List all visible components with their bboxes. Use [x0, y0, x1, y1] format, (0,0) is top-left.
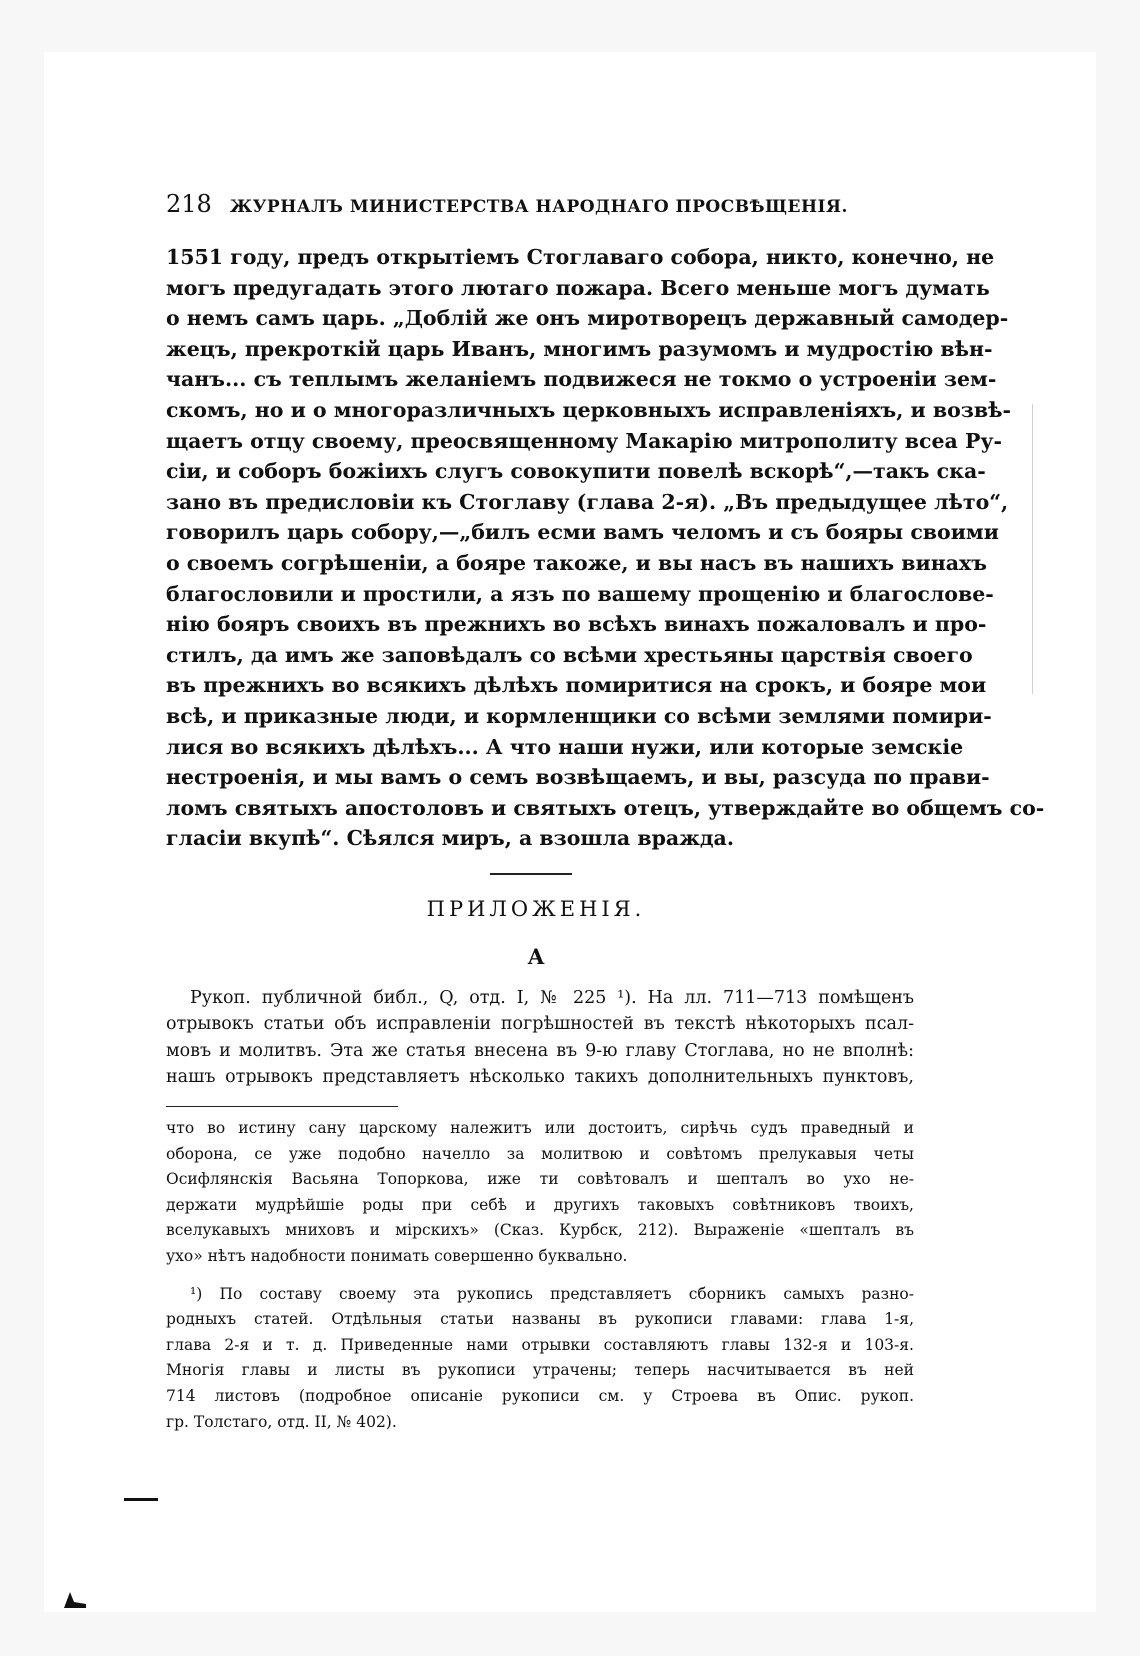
text-line: говорилъ царь собору,—„билъ есми вамъ челомъ и съ бояры своими — [166, 520, 999, 545]
footnote-line: гр. Толстаго, отд. II, № 402). — [166, 1412, 397, 1431]
text-line: чанъ... съ теплымъ желаніемъ подвижеся не токмо о устроеніи зем- — [166, 367, 997, 392]
text-line: Рукоп. публичной библ., Q, отд. I, № 225 ¹). На лл. 711—713 помѣщенъ — [190, 988, 914, 1008]
footnote-line: Осифлянскія Васьяна Топоркова, иже ти совѣтовалъ и шепталъ во ухо не- — [166, 1170, 914, 1189]
footnote-line: глава 2-я и т. д. Приведенные нами отрывки составляютъ главы 132-я и 103-я. — [166, 1335, 914, 1354]
appendix-heading: ПРИЛОЖЕНІЯ. — [426, 897, 646, 921]
text-line: отрывокъ статьи объ исправленіи погрѣшностей въ текстѣ нѣкоторыхъ псал- — [166, 1014, 914, 1035]
scan-edge-line — [1032, 404, 1033, 694]
text-line: въ прежнихъ во всякихъ дѣлѣхъ помиритися на срокъ, и бояре мои — [166, 673, 987, 698]
footnote-line: держати мудрѣйшіе роды при себѣ и другихъ таковыхъ совѣтниковъ твоихъ, — [166, 1195, 914, 1214]
text-line: щаетъ отцу своему, преосвященному Макарію митрополиту всеа Ру- — [166, 428, 1002, 453]
text-line: жецъ, прекроткій царь Иванъ, многимъ разумомъ и мудростію вѣн- — [166, 336, 993, 361]
printer-mark-dash — [124, 1498, 158, 1501]
printer-mark-icon — [62, 1588, 88, 1610]
footnote-line: оборона, се уже подобно начелло за молитвою и совѣтомъ прелукавыя четы — [166, 1144, 914, 1163]
footnote-line: родныхъ статей. Отдѣльныя статьи названы въ рукописи главами: глава 1-я, — [166, 1310, 914, 1329]
main-paragraph — [166, 242, 1045, 854]
appendix-paragraph — [166, 985, 914, 1090]
text-line: о немъ самъ царь. „Доблій же онъ миротворецъ державный самодер- — [166, 306, 1009, 331]
footnote-line: 714 листовъ (подробное описаніе рукописи см. у Строева въ Опис. рукоп. — [166, 1386, 914, 1405]
text-line: стилъ, да имъ же заповѣдалъ со всѣми хрестьяны царствія своего — [166, 642, 973, 667]
footnote-1 — [166, 1282, 914, 1436]
page-number: 218 — [166, 190, 212, 218]
text-line: о своемъ согрѣшеніи, а бояре такоже, и вы насъ въ нашихъ винахъ — [166, 550, 987, 575]
footnote-line: вселукавыхъ мниховъ и мірскихъ» (Сказ. Курбск, 212). Выраженіе «шепталъ въ — [166, 1221, 914, 1240]
text-line: нестроенія, и мы вамъ о семъ возвѣщаемъ, и вы, разсуда по прави- — [166, 765, 990, 790]
running-title: ЖУРНАЛЪ МИНИСТЕРСТВА НАРОДНАГО ПРОСВѢЩЕНІЯ. — [229, 197, 848, 217]
text-line: сіи, и соборъ божіихъ слугъ совокупити повелѣ вскорѣ“,—такъ ска- — [166, 459, 986, 484]
text-line: скомъ, но и о многоразличныхъ церковныхъ исправленіяхъ, и возвѣ- — [166, 397, 1012, 422]
footnote-line: ¹) По составу своему эта рукопись представляетъ сборникъ самыхъ разно- — [190, 1284, 914, 1303]
text-line: ломъ святыхъ апостоловъ и святыхъ отецъ, утверждайте во общемъ со- — [166, 795, 1045, 820]
text-line: мовъ и молитвъ. Эта же статья внесена въ 9-ю главу Стоглава, но не вполнѣ: — [166, 1040, 914, 1061]
text-line: нію бояръ своихъ въ прежнихъ во всѣхъ винахъ пожаловалъ и про- — [166, 612, 987, 637]
appendix-letter: А — [527, 944, 545, 969]
footnote-continuation — [166, 1116, 914, 1270]
text-line: 1551 году, предъ открытіемъ Стоглаваго собора, никто, конечно, не — [166, 245, 995, 269]
text-line: лися во всякихъ дѣлѣхъ... А что наши нужи, или которые земскіе — [166, 734, 964, 759]
footnote-rule — [166, 1106, 398, 1107]
text-line: могъ предугадать этого лютаго пожара. Всего меньше могъ думать — [166, 275, 990, 300]
footnote-line: Многія главы и листы въ рукописи утрачены; теперь насчитывается въ ней — [166, 1361, 914, 1380]
page-header — [166, 190, 914, 218]
text-line: всѣ, и приказные люди, и кормленщики со всѣми землями помири- — [166, 703, 992, 728]
text-line: гласіи вкупѣ“. Сѣялся миръ, а взошла вражда. — [166, 826, 734, 851]
text-line: зано въ предисловіи къ Стоглаву (глава 2-я). „Въ предыдущее лѣто“, — [166, 489, 1009, 514]
footnote-line: что во истину сану царскому належитъ или достоитъ, сирѣчь судъ праведный и — [166, 1119, 914, 1137]
footnotes — [166, 1116, 914, 1435]
text-line: нашъ отрывокъ представляетъ нѣсколько такихъ дополнительныхъ пунктовъ, — [166, 1066, 914, 1087]
footnote-line: ухо» нѣтъ надобности понимать совершенно буквально. — [166, 1246, 628, 1265]
section-divider — [490, 873, 572, 875]
text-line: благословили и простили, а язъ по вашему прощенію и благослове- — [166, 581, 994, 606]
